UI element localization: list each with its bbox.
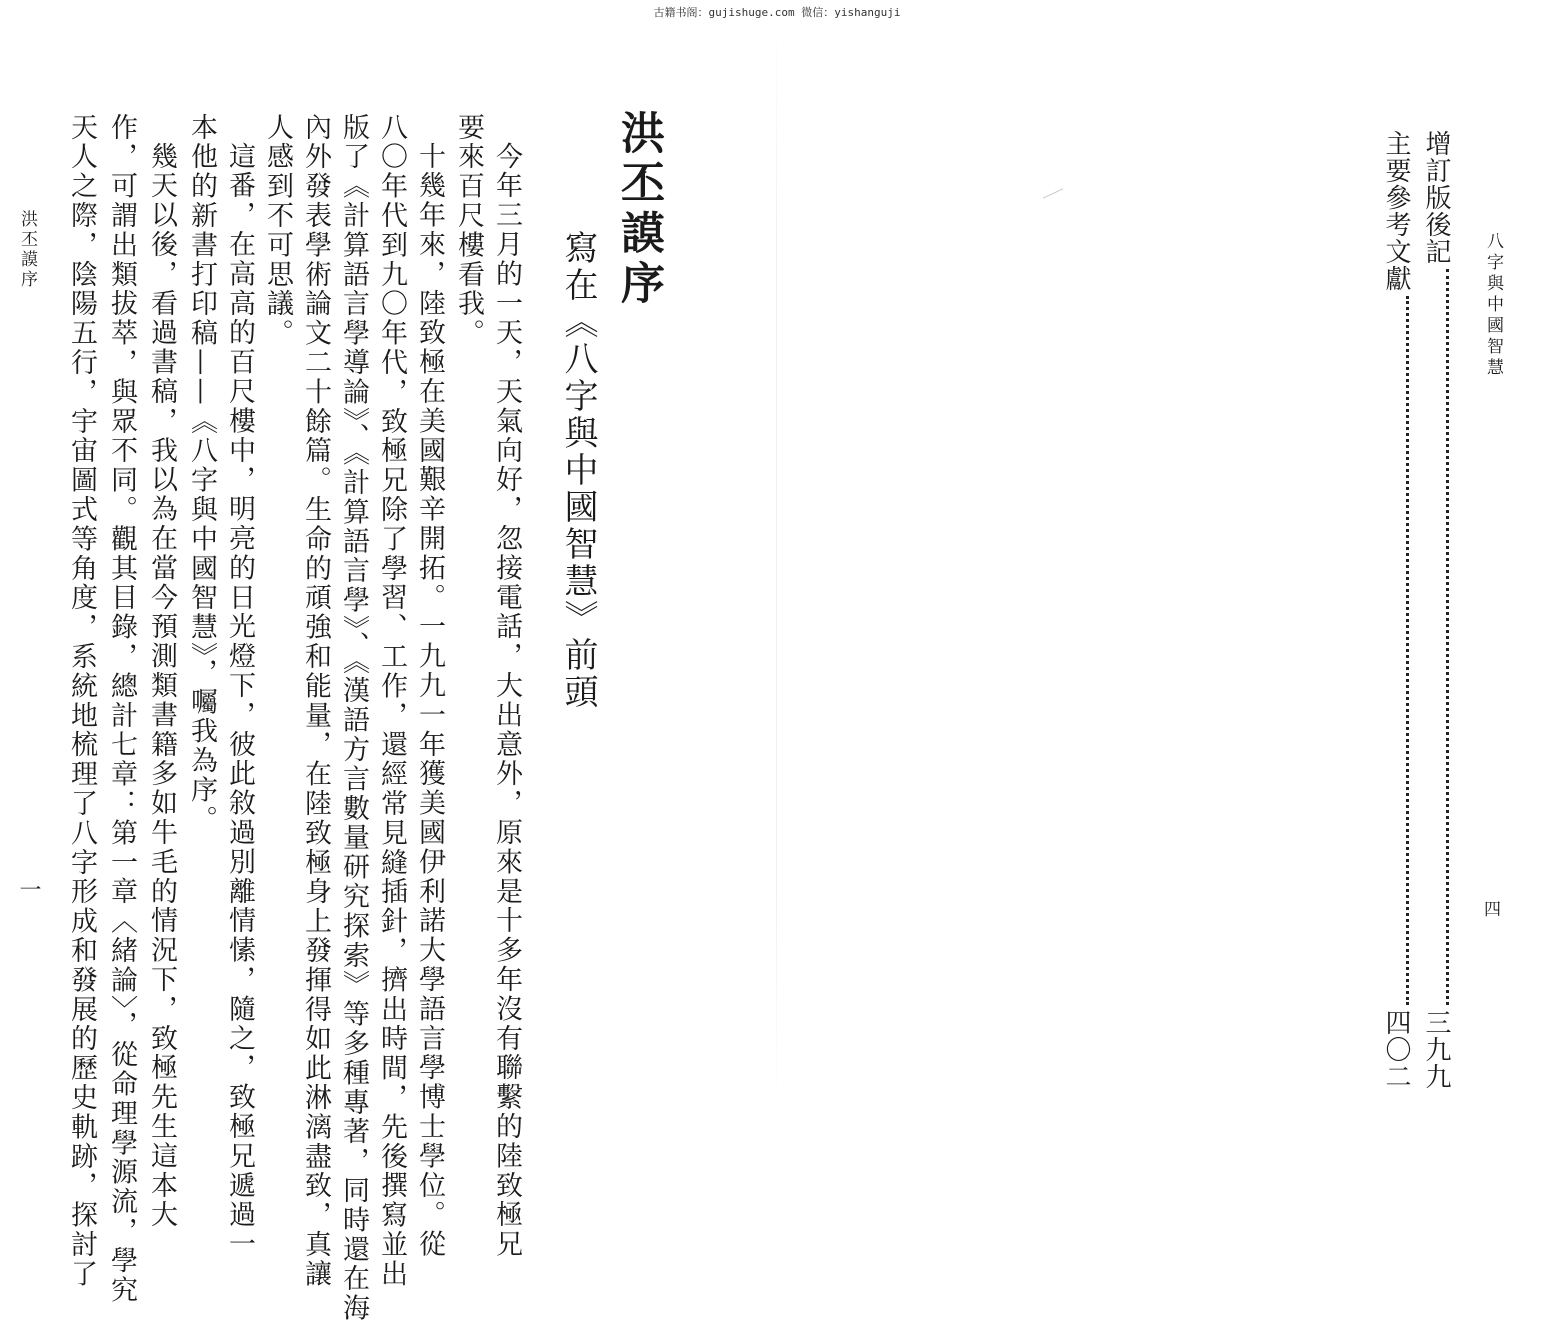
body-column-5: 版了《計算語言學導論》、《計算語言學》、《漢語方言數量研究探索》等多種專著，同時還在海	[338, 113, 369, 1323]
body-column-4: 八〇年代到九〇年代，致極兄除了學習、工作，還經常見縫插針，擠出時間，先後撰寫並出	[376, 113, 407, 1289]
toc-entry-postscript[interactable]	[1423, 130, 1449, 1090]
toc-entry-page: 三九九	[1421, 1009, 1451, 1090]
toc-entry-title: 增訂版後記	[1421, 130, 1451, 265]
toc-entry-references[interactable]	[1383, 130, 1409, 1090]
left-page-number: 一	[16, 878, 41, 900]
toc-dot-leader	[1406, 296, 1409, 1005]
body-column-9: 本他的新書打印稿——《八字與中國智慧》，囑我為序。	[186, 113, 217, 835]
running-head: 八字與中國智慧	[1483, 232, 1503, 379]
body-column-6: 內外發表學術論文二十餘篇。生命的頑強和能量，在陸致極身上發揮得如此淋漓盡致，真讓	[300, 113, 331, 1289]
toc-dot-leader	[1446, 269, 1449, 1005]
body-column-1: 今年三月的一天，天氣向好，忽接電話，大出意外，原來是十多年沒有聯繫的陸致極兄	[491, 142, 522, 1260]
page-gutter	[776, 20, 777, 1110]
footer-title: 洪丕謨序	[17, 210, 37, 290]
body-column-12: 天人之際，陰陽五行，宇宙圖式等角度，系統地梳理了八字形成和發展的歷史軌跡，探討了	[66, 113, 97, 1289]
watermark-text: 古籍书阁：gujishuge.com 微信：yishanguji	[653, 6, 901, 19]
body-column-7: 人感到不可思議。	[262, 113, 293, 349]
toc-entry-page: 四〇二	[1381, 1009, 1411, 1090]
preface-subtitle: 寫在《八字與中國智慧》前頭	[558, 230, 598, 711]
toc-entry-title: 主要參考文獻	[1381, 130, 1411, 292]
body-column-10: 幾天以後，看過書稿，我以為在當今預測類書籍多如牛毛的情況下，致極先生這本大	[146, 142, 177, 1230]
right-page-number: 四	[1480, 900, 1500, 917]
preface-title: 洪丕謨序	[613, 110, 664, 310]
scan-speck	[1043, 188, 1063, 198]
body-column-3: 十幾年來，陸致極在美國艱辛開拓。一九九一年獲美國伊利諾大學語言學博士學位。從	[414, 142, 445, 1260]
body-column-8: 這番，在高高的百尺樓中，明亮的日光燈下，彼此敘過別離情愫，隨之，致極兄遞過一	[224, 142, 255, 1260]
body-column-2: 要來百尺樓看我。	[453, 113, 484, 349]
body-column-11: 作，可謂出類拔萃，與眾不同。觀其目錄，總計七章：第一章〈緒論〉，從命理學源流，學究	[106, 113, 137, 1305]
